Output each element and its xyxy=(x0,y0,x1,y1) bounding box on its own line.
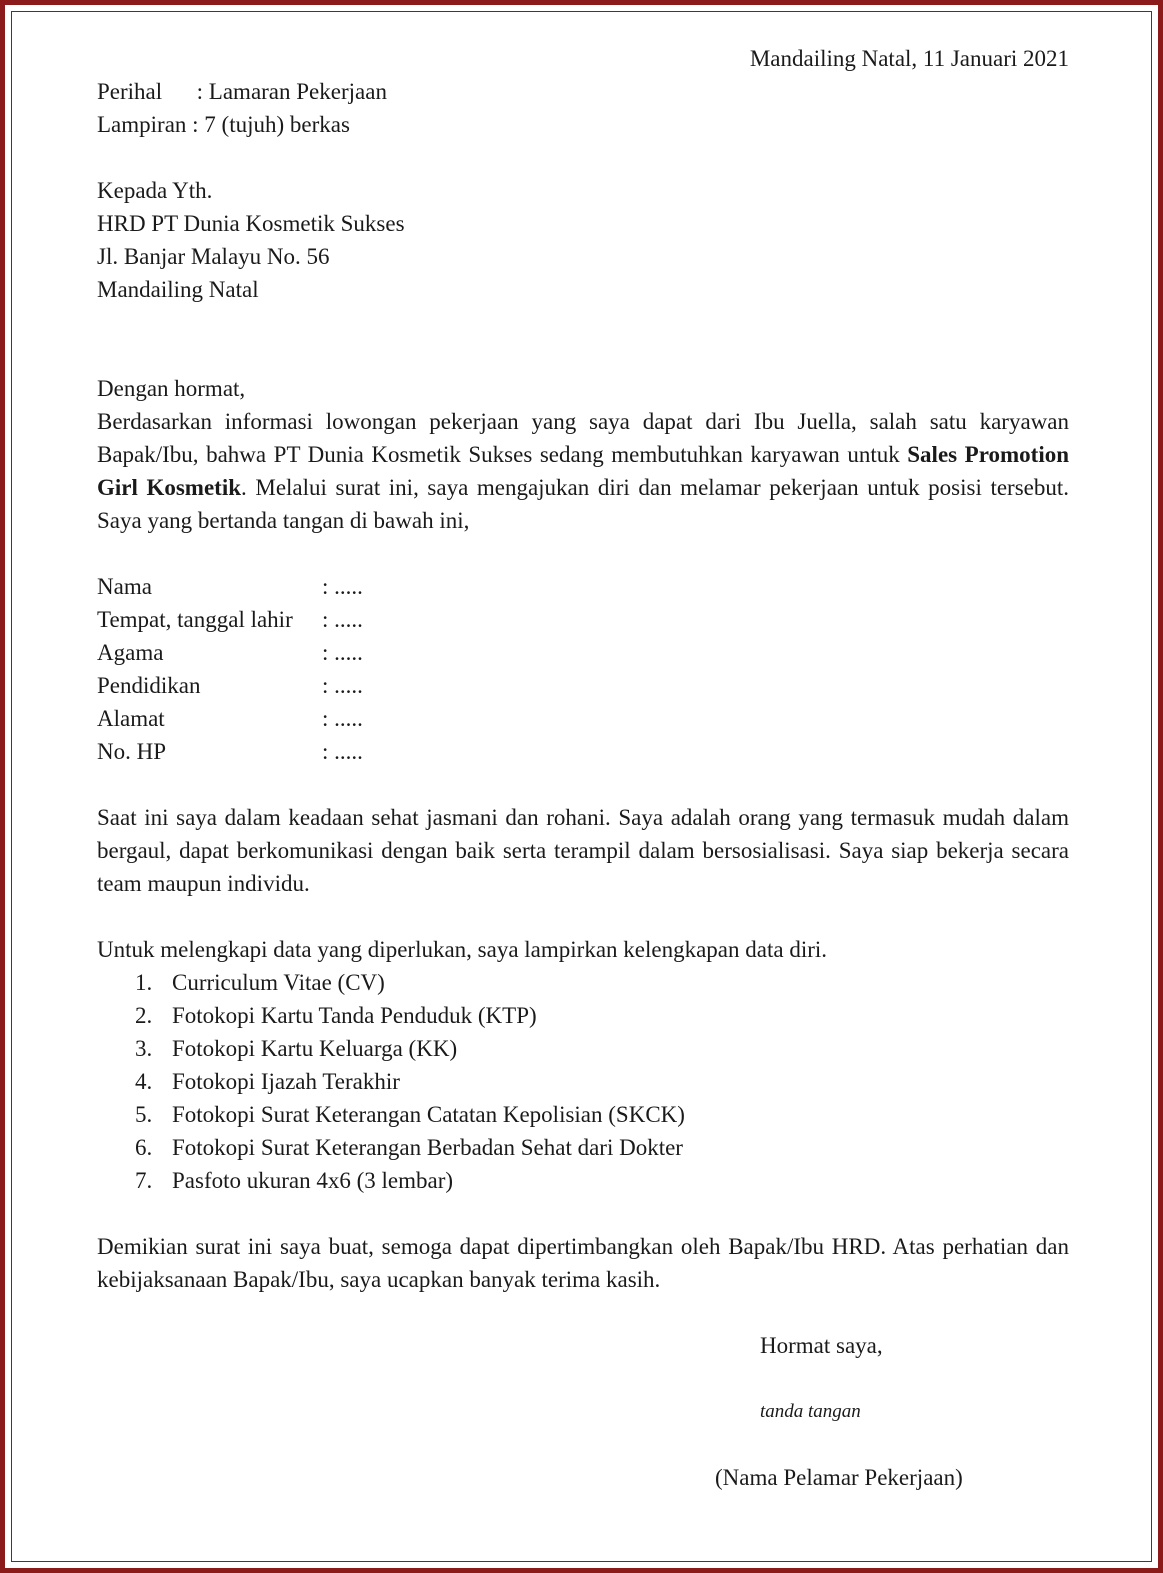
recipient-line: Kepada Yth. xyxy=(97,178,213,203)
recipient-line: HRD PT Dunia Kosmetik Sukses xyxy=(97,211,405,236)
list-text: Fotokopi Kartu Tanda Penduduk (KTP) xyxy=(172,1003,537,1028)
list-item xyxy=(135,1098,1069,1131)
lampiran-label: Lampiran xyxy=(97,112,193,137)
field-row xyxy=(97,570,1069,603)
closing-paragraph: Demikian surat ini saya buat, semoga dapat dipertimbangkan oleh Bapak/Ibu HRD. Atas perhatian dan kebijaksanaan Bapak/Ibu, saya ucapkan banyak terima kasih. xyxy=(97,1234,1069,1292)
field-label: No. HP xyxy=(97,739,167,764)
list-text: Pasfoto ukuran 4x6 (3 lembar) xyxy=(172,1168,454,1193)
job-position: Sales Promotion Girl Kosmetik xyxy=(97,442,1069,500)
field-value: : ..... xyxy=(322,706,363,731)
list-item xyxy=(135,1032,1069,1065)
greeting: Dengan hormat, xyxy=(97,376,246,401)
date-line: Mandailing Natal, 11 Januari 2021 xyxy=(749,46,1069,71)
intro-text-2: . Melalui surat ini, saya mengajukan diri dan melamar pekerjaan untuk posisi tersebut. Saya yang bertanda tangan di bawah ini, xyxy=(97,475,1069,533)
field-row xyxy=(97,669,1069,702)
applicant-fields xyxy=(97,570,1069,768)
field-row xyxy=(97,603,1069,636)
attachments-list xyxy=(97,966,1069,1197)
lampiran-value: : 7 (tujuh) berkas xyxy=(192,112,350,137)
field-row xyxy=(97,735,1069,768)
list-number: 5. xyxy=(135,1102,153,1127)
list-text: Fotokopi Ijazah Terakhir xyxy=(172,1069,400,1094)
intro-text-1: Berdasarkan informasi lowongan pekerjaan yang saya dapat dari Ibu Juella, salah satu karyawan Bapak/Ibu, bahwa PT Dunia Kosmetik Sukses sedang membutuhkan karyawan untuk xyxy=(97,409,1069,467)
list-number: 4. xyxy=(135,1069,153,1094)
list-number: 1. xyxy=(135,970,153,995)
letter-body xyxy=(97,42,1069,1494)
field-label: Agama xyxy=(97,640,164,665)
list-text: Curriculum Vitae (CV) xyxy=(172,970,385,995)
list-text: Fotokopi Surat Keterangan Catatan Kepolisian (SKCK) xyxy=(172,1102,685,1127)
list-number: 3. xyxy=(135,1036,153,1061)
lampiran-row xyxy=(97,108,1069,141)
closing-salutation: Hormat saya, xyxy=(760,1333,883,1358)
recipient-line: Jl. Banjar Malayu No. 56 xyxy=(97,244,330,269)
field-label: Alamat xyxy=(97,706,165,731)
health-paragraph: Saat ini saya dalam keadaan sehat jasmani dan rohani. Saya adalah orang yang termasuk mudah dalam bergaul, dapat berkomunikasi dengan baik serta terampil dalam bersosialisasi. Saya siap bekerja secara team maupun individu. xyxy=(97,805,1069,896)
field-value: : ..... xyxy=(322,673,363,698)
list-item xyxy=(135,1131,1069,1164)
perihal-value: : Lamaran Pekerjaan xyxy=(196,79,387,104)
field-row xyxy=(97,636,1069,669)
list-text: Fotokopi Kartu Keluarga (KK) xyxy=(172,1036,458,1061)
field-label: Pendidikan xyxy=(97,673,201,698)
signature-placeholder: tanda tangan xyxy=(760,1401,861,1422)
attachments-intro: Untuk melengkapi data yang diperlukan, saya lampirkan kelengkapan data diri. xyxy=(97,937,828,962)
field-label: Tempat, tanggal lahir xyxy=(97,607,293,632)
list-item xyxy=(135,1164,1069,1197)
list-item xyxy=(135,999,1069,1032)
field-label: Nama xyxy=(97,574,152,599)
field-value: : ..... xyxy=(322,607,363,632)
intro-paragraph xyxy=(97,405,1069,537)
letter-meta xyxy=(97,75,1069,141)
signer-name: (Nama Pelamar Pekerjaan) xyxy=(715,1465,963,1490)
field-row xyxy=(97,702,1069,735)
recipient-line: Mandailing Natal xyxy=(97,277,259,302)
list-number: 2. xyxy=(135,1003,153,1028)
field-value: : ..... xyxy=(322,574,363,599)
perihal-row xyxy=(97,75,1069,108)
list-item xyxy=(135,966,1069,999)
list-item xyxy=(135,1065,1069,1098)
field-value: : ..... xyxy=(322,640,363,665)
list-text: Fotokopi Surat Keterangan Berbadan Sehat dari Dokter xyxy=(172,1135,683,1160)
list-number: 7. xyxy=(135,1168,153,1193)
recipient-block xyxy=(97,174,1069,306)
perihal-label: Perihal xyxy=(97,79,197,104)
field-value: : ..... xyxy=(322,739,363,764)
list-number: 6. xyxy=(135,1135,153,1160)
